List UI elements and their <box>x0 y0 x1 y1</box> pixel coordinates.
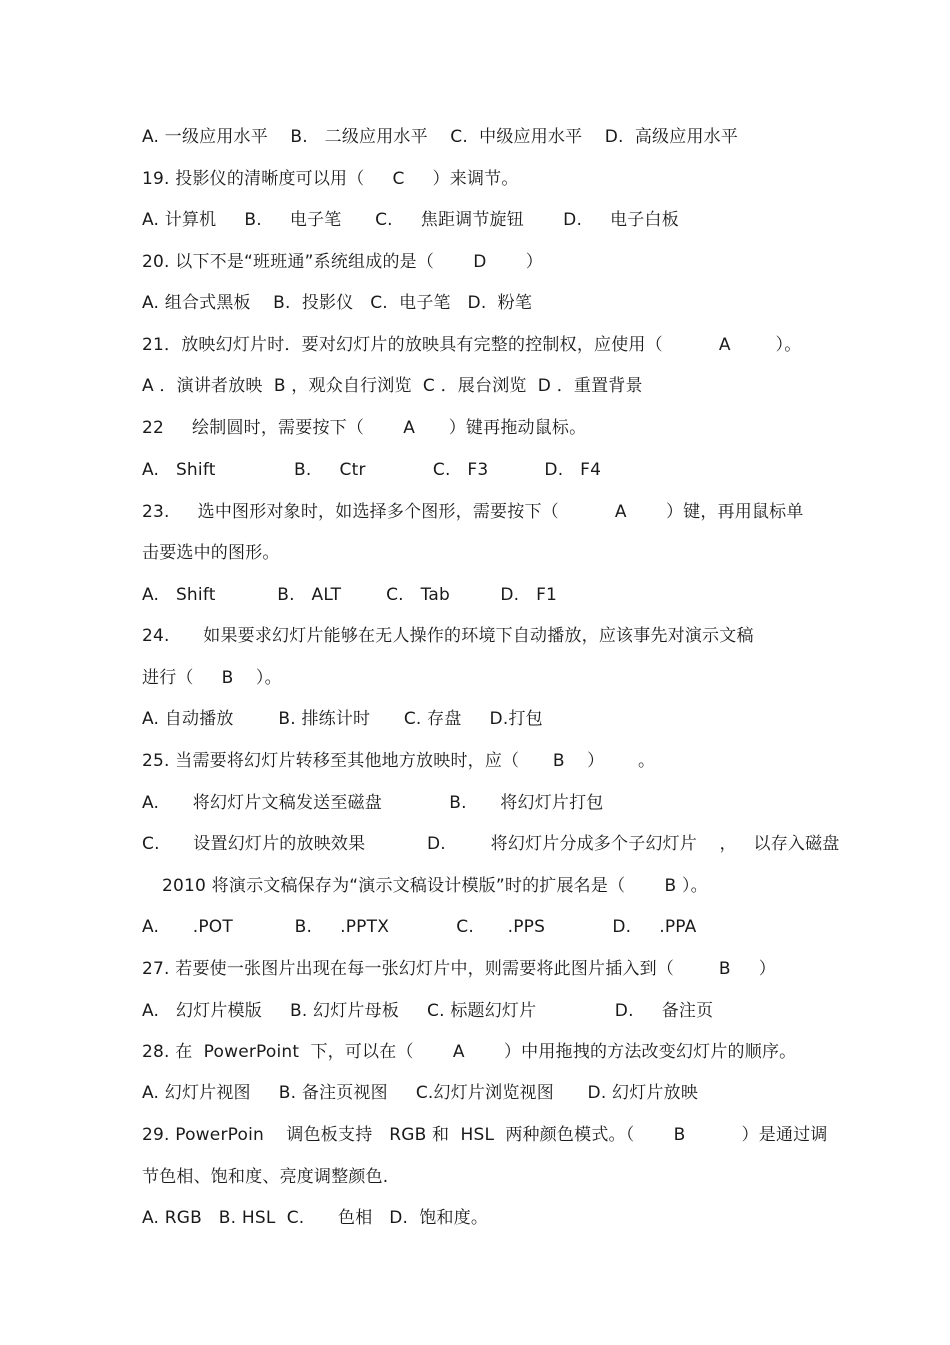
q29-question-line1: 29. PowerPoin 调色板支持 RGB 和 HSL 两种颜色模式。（ B ）是通过调 <box>142 1125 828 1145</box>
q18-options: A. 一级应用水平 B. 二级应用水平 C. 中级应用水平 D. 高级应用水平 <box>142 127 739 147</box>
q23-options: A. Shift B. ALT C. Tab D. F1 <box>142 585 558 605</box>
q25-options-line2: C. 设置幻灯片的放映效果 D. 将幻灯片分成多个子幻灯片 ， 以存入磁盘 <box>142 834 840 854</box>
q19-options: A. 计算机 B. 电子笔 C. 焦距调节旋钮 D. 电子白板 <box>142 210 679 230</box>
q20-options: A. 组合式黑板 B. 投影仪 C. 电子笔 D. 粉笔 <box>142 293 533 313</box>
q22-question: 22 绘制圆时，需要按下（ A ）键再拖动鼠标。 <box>142 418 587 438</box>
q23-question-line1: 23. 选中图形对象时，如选择多个图形，需要按下（ A ）键，再用鼠标单 <box>142 502 804 522</box>
q27-options: A. 幻灯片模版 B. 幻灯片母板 C. 标题幻灯片 D. 备注页 <box>142 1001 714 1021</box>
q21-options: A ．演讲者放映 B ，观众自行浏览 C ．展台浏览 D ．重置背景 <box>142 376 643 396</box>
q26-options: A. .POT B. .PPTX C. .PPS D. .PPA <box>142 917 697 937</box>
q28-question: 28. 在 PowerPoint 下，可以在（ A ）中用拖拽的方法改变幻灯片的顺序。 <box>142 1042 797 1062</box>
q29-options: A. RGB B. HSL C. 色相 D. 饱和度。 <box>142 1208 489 1228</box>
q22-options: A. Shift B. Ctr C. F3 D. F4 <box>142 460 602 480</box>
q21-question: 21．放映幻灯片时．要对幻灯片的放映具有完整的控制权，应使用（ A ）。 <box>142 335 802 355</box>
q25-question: 25. 当需要将幻灯片转移至其他地方放映时，应（ B ） 。 <box>142 751 656 771</box>
q19-question: 19. 投影仪的清晰度可以用（ C ）来调节。 <box>142 169 519 189</box>
q28-options: A. 幻灯片视图 B. 备注页视图 C.幻灯片浏览视图 D. 幻灯片放映 <box>142 1083 699 1103</box>
q24-question-line2: 进行（ B ）。 <box>142 668 282 688</box>
q25-options-line1: A. 将幻灯片文稿发送至磁盘 B. 将幻灯片打包 <box>142 793 604 813</box>
q26-question: 2010 将演示文稿保存为“演示文稿设计模版”时的扩展名是（ B ）。 <box>162 876 708 896</box>
q29-question-line2: 节色相、饱和度、亮度调整颜色. <box>142 1167 389 1187</box>
q24-question-line1: 24. 如果要求幻灯片能够在无人操作的环境下自动播放，应该事先对演示文稿 <box>142 626 754 646</box>
q24-options: A. 自动播放 B. 排练计时 C. 存盘 D.打包 <box>142 709 543 729</box>
q23-question-line2: 击要选中的图形。 <box>142 543 280 563</box>
q20-question: 20. 以下不是“班班通”系统组成的是（ D ） <box>142 252 543 272</box>
q27-question: 27. 若要使一张图片出现在每一张幻灯片中，则需要将此图片插入到（ B ） <box>142 959 776 979</box>
